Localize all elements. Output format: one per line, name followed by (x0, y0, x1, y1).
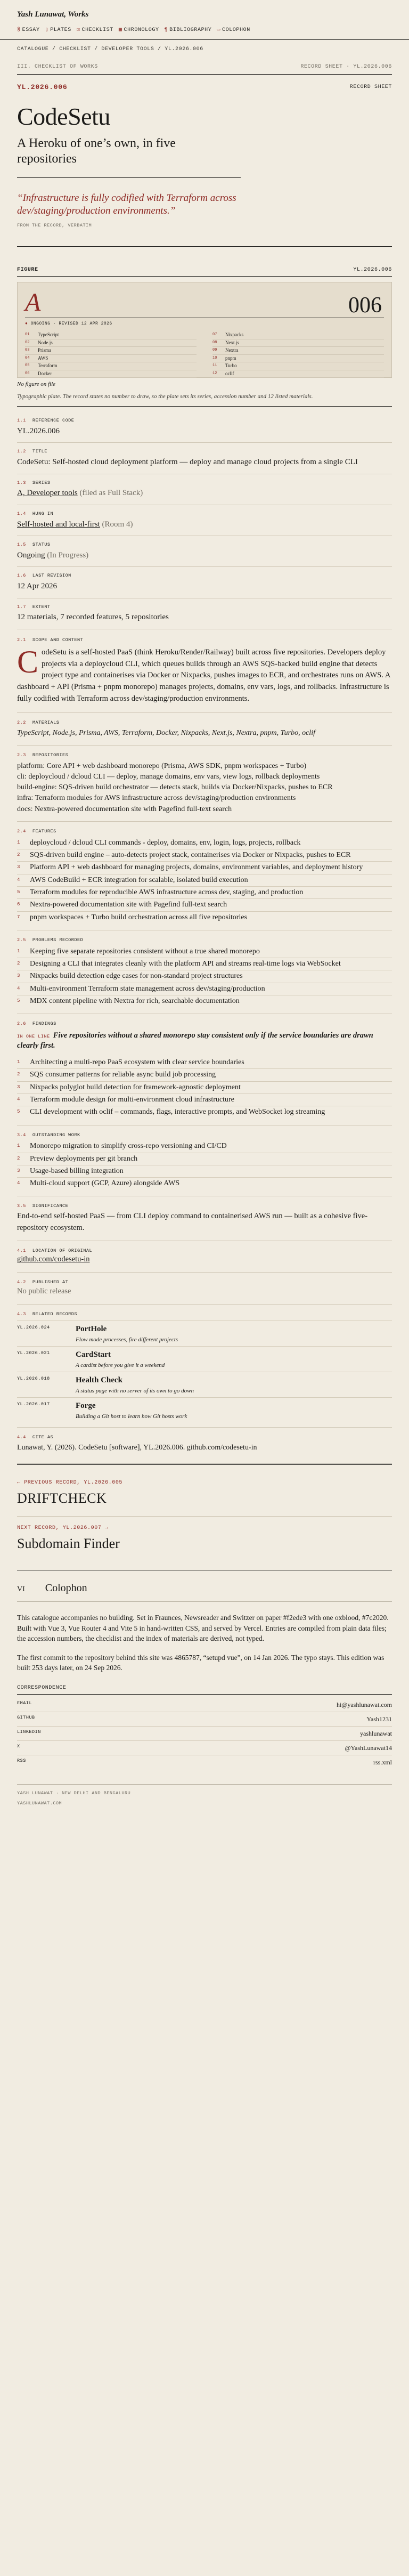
list-text: SQS consumer patterns for reliable async build job processing (30, 1071, 216, 1079)
material-index: 08 (212, 340, 217, 345)
next-record[interactable] (0, 1524, 409, 1554)
field-ref (0, 417, 409, 437)
list-text: Multi-environment Terraform state management across dev/staging/production (30, 984, 265, 993)
field-value (17, 425, 392, 438)
outstanding-key: OUTSTANDING WORK (32, 1132, 80, 1138)
field-extent (0, 604, 409, 623)
material-index: 07 (212, 333, 217, 337)
list-index: 3 (17, 864, 20, 870)
list-item (17, 946, 392, 958)
contact-key: RSS (17, 1758, 26, 1763)
list-item (17, 970, 392, 982)
cite-section (0, 1434, 409, 1453)
material-name: Node.js (38, 339, 53, 345)
field-hung (0, 511, 409, 530)
field-label (17, 480, 392, 487)
contact-key: X (17, 1744, 20, 1749)
list-index: 4 (17, 877, 20, 882)
scope-text: odeSetu is a self-hosted PaaS (think Heroku/Render/Railway) built across five repositories. Developers deploy projects via a deploycloud CLI, which queues builds through an AWS SQS-backed build engine that detects project type and containerises via Docker or Nixpacks, pushes images to ECR, and orchestrates runs on AWS. A dashboard + API (Prisma + pnpm monorepo) manages projects, domains, env vars, logs, and rollbacks. Infrastructure is fully codified with Terraform across dev/staging/production environments. (17, 647, 390, 703)
material-index: 12 (212, 371, 217, 376)
list-item (17, 1093, 392, 1106)
field-num: 1.1 (17, 418, 26, 424)
field-num: 1.6 (17, 573, 26, 579)
field-label (17, 511, 392, 517)
repos-key: REPOSITORIES (32, 752, 69, 758)
problems-num: 2.5 (17, 937, 26, 943)
materials-section (0, 719, 409, 739)
nav-icon: ▭ (217, 27, 220, 33)
list-text: deploycloud / dcloud CLI commands - deploy, domains, env, login, logs, projects, rollback (30, 838, 301, 847)
field-value-note: (In Progress) (47, 550, 89, 560)
prev-title: DRIFTCHECK (17, 1490, 107, 1506)
list-item (17, 898, 392, 911)
list-item (17, 1165, 392, 1177)
contact-key: EMAIL (17, 1700, 32, 1706)
field-value (17, 549, 392, 562)
figure-material-row (25, 362, 197, 370)
field-title (0, 448, 409, 468)
related-num: 4.3 (17, 1311, 26, 1317)
material-name: AWS (38, 355, 48, 361)
field-value-note: (Room 4) (102, 520, 133, 529)
repo-item: platform: Core API + web dashboard monorepo (Prisma, AWS SDK, pnpm workspaces + Turbo) (17, 762, 307, 770)
significance-key: SIGNIFICANCE (32, 1203, 69, 1209)
related-subtitle: Flow mode processes, fire different projects (76, 1336, 178, 1343)
outstanding-section (0, 1132, 409, 1190)
list-index: 1 (17, 1059, 20, 1065)
field-num: 1.4 (17, 511, 26, 516)
field-num: 1.2 (17, 449, 26, 455)
figure-material-row (25, 370, 197, 378)
nav-label: PLATES (50, 27, 71, 33)
materials-num: 2.2 (17, 720, 26, 726)
field-key: LAST REVISION (32, 573, 71, 579)
nav-icon: ▯ (45, 27, 49, 33)
figure-material-row (25, 339, 197, 347)
field-label (17, 572, 392, 579)
figure-material-row (212, 347, 384, 355)
field-num: 1.7 (17, 604, 26, 610)
list-index: 4 (17, 1180, 20, 1186)
related-title: CardStart (76, 1350, 111, 1359)
field-series (0, 480, 409, 499)
list-item (17, 911, 392, 924)
list-text: Architecting a multi-repo PaaS ecosystem with clear service boundaries (30, 1058, 244, 1067)
field-value-text[interactable]: Self-hosted and local-first (17, 520, 100, 529)
list-text: Terraform module design for multi-environment cloud infrastructure (30, 1095, 234, 1104)
outstanding-num: 3.4 (17, 1132, 26, 1138)
field-value-text: 12 materials, 7 recorded features, 5 repositories (17, 613, 169, 622)
list-text: CLI development with oclif – commands, flags, interactive prompts, and WebSocket log streaming (30, 1108, 325, 1116)
footer-line-2[interactable]: YASHLUNAWAT.COM (17, 1800, 62, 1806)
list-text: MDX content pipeline with Nextra for rich, searchable documentation (30, 997, 240, 1005)
list-index: 2 (17, 960, 20, 966)
contact-value: rss.xml (373, 1759, 392, 1766)
list-text: SQS-driven build engine – auto-detects project stack, containerises via Docker or Nixpacks, pushes to ECR (30, 851, 351, 860)
record-sheet: RECORD SHEET (349, 84, 392, 90)
contact-key: LINKEDIN (17, 1729, 41, 1735)
colophon-p2: The first commit to the repository behind this site was 4865787, “setupd vue”, on 14 Jan 2026. The typo stays. This edition was built 253 days later, on 24 Sep 2026. (17, 1653, 385, 1672)
list-index: 3 (17, 1084, 20, 1090)
field-value-text: YL.2026.006 (17, 426, 60, 435)
figure-caption: No figure on file (17, 381, 56, 388)
oneline-label: IN ONE LINE (17, 1033, 50, 1039)
list-item (17, 1140, 392, 1152)
next-label: NEXT RECORD, YL.2026.007 → (17, 1525, 109, 1532)
field-label (17, 417, 392, 424)
nav-item-chronology[interactable] (119, 26, 159, 34)
figure-material-row (212, 355, 384, 363)
colophon-section (0, 1580, 409, 1807)
published-section (0, 1279, 409, 1298)
figure-number: YL.2026.006 (353, 267, 392, 273)
contact-linkedin[interactable] (17, 1726, 392, 1740)
location-key: LOCATION OF ORIGINAL (32, 1248, 93, 1253)
material-index: 09 (212, 348, 217, 353)
field-value-text[interactable]: A, Developer tools (17, 489, 78, 498)
material-name: Nixpacks (225, 332, 243, 338)
page-title: CodeSetu (17, 103, 110, 130)
related-record[interactable] (17, 1397, 392, 1423)
material-name: pnpm (225, 355, 236, 361)
list-item (17, 861, 392, 873)
figure-material-row (212, 370, 384, 378)
list-item (17, 837, 392, 849)
contact-value: Yash1231 (366, 1715, 392, 1723)
nav-icon: § (17, 27, 21, 33)
material-name: Prisma (38, 347, 52, 353)
repos-num: 2.3 (17, 752, 26, 758)
cite-text: Lunawat, Y. (2026). CodeSetu [software], YL.2026.006. github.com/codesetu-in (17, 1444, 257, 1452)
list-text: Keeping five separate repositories consistent without a true shared monorepo (30, 947, 260, 955)
correspondence-label: CORRESPONDENCE (17, 1685, 67, 1691)
list-index: 5 (17, 1109, 20, 1115)
list-text: Preview deployments per git branch (30, 1154, 138, 1163)
field-label (17, 448, 392, 455)
nav-item-colophon[interactable] (217, 26, 250, 34)
field-value (17, 519, 392, 531)
related-key: RELATED RECORDS (32, 1311, 78, 1317)
list-text: Monorepo migration to simplify cross-repo versioning and CI/CD (30, 1142, 227, 1151)
nav-item-checklist[interactable] (77, 26, 113, 34)
contact-value: hi@yashlunawat.com (336, 1701, 392, 1708)
field-value (17, 580, 392, 593)
figure-material-row (212, 362, 384, 370)
prev-label: ← PREVIOUS RECORD, YL.2026.005 (17, 1480, 123, 1486)
list-index: 2 (17, 1155, 20, 1161)
list-text: Designing a CLI that integrates cleanly with the platform API and streams real-time logs via WebSocket (30, 959, 341, 968)
field-value-text: Ongoing (17, 550, 45, 560)
published-value: No public release (17, 1286, 71, 1295)
field-value (17, 611, 392, 623)
repo-item: infra: Terraform modules for AWS infrastructure across dev/staging/production environments (17, 794, 296, 803)
materials-list: TypeScript, Node.js, Prisma, AWS, Terraform, Docker, Nixpacks, Next.js, Nextra, pnpm, Turbo, oclif (17, 728, 315, 737)
list-item (17, 874, 392, 886)
list-item (17, 1106, 392, 1118)
record-quote: “Infrastructure is fully codified with Terraform across dev/staging/production environments.” (17, 192, 236, 216)
related-subtitle: A status page with no server of its own to go down (76, 1387, 194, 1394)
list-item (17, 1177, 392, 1189)
figure-meta: ● ONGOING · REVISED 12 APR 2026 (25, 321, 112, 327)
contact-rss[interactable] (17, 1755, 392, 1769)
material-index: 04 (25, 355, 30, 360)
quote-source: FROM THE RECORD, VERBATIM (17, 223, 92, 229)
significance-text: End-to-end self-hosted PaaS — from CLI deploy command to containerised AWS run — built as a cohesive five-repository ecosystem. (17, 1212, 368, 1232)
problems-key: PROBLEMS RECORDED (32, 937, 84, 943)
field-num: 1.5 (17, 542, 26, 548)
related-record[interactable] (17, 1372, 392, 1397)
related-id: YL.2026.018 (17, 1376, 50, 1382)
field-label (17, 604, 392, 611)
related-id: YL.2026.024 (17, 1325, 50, 1331)
list-text: Multi-cloud support (GCP, Azure) alongside AWS (30, 1179, 180, 1188)
nav-label: ESSAY (22, 27, 40, 33)
record-id: YL.2026.006 (17, 83, 68, 91)
site-header (0, 0, 409, 34)
list-index: 4 (17, 1096, 20, 1102)
figure-materials (25, 331, 384, 378)
cite-num: 4.4 (17, 1435, 26, 1440)
material-name: oclif (225, 370, 234, 376)
nav-item-essay[interactable] (17, 26, 40, 34)
figure-material-row (25, 355, 197, 363)
list-item (17, 958, 392, 970)
list-text: Platform API + web dashboard for managing projects, domains, environment variables, and deployment history (30, 863, 363, 872)
list-text: pnpm workspaces + Turbo build orchestration across all five repositories (30, 913, 247, 921)
list-text: Terraform modules for reproducible AWS infrastructure across dev, staging, and production (30, 888, 304, 897)
field-num: 1.3 (17, 480, 26, 485)
list-index: 3 (17, 973, 20, 979)
field-key: REFERENCE CODE (32, 418, 75, 424)
colophon-title: Colophon (45, 1582, 87, 1594)
field-value (17, 456, 392, 468)
list-item (17, 1057, 392, 1068)
field-key: EXTENT (32, 604, 51, 610)
nav-item-plates[interactable] (45, 26, 71, 34)
related-subtitle: Building a Git host to learn how Git hosts work (76, 1413, 187, 1420)
footer-line-1: YASH LUNAWAT · NEW DELHI AND BENGALURU (17, 1791, 131, 1796)
material-index: 06 (25, 371, 30, 376)
figure-material-row (212, 331, 384, 339)
significance-section (0, 1203, 409, 1234)
material-name: Docker (38, 370, 52, 376)
nav-item-bibliography[interactable] (165, 26, 212, 34)
related-id: YL.2026.021 (17, 1350, 50, 1356)
contact-value: yashlunawat (360, 1730, 392, 1737)
list-index: 5 (17, 998, 20, 1003)
location-num: 4.1 (17, 1248, 26, 1253)
location-link[interactable]: github.com/codesetu-in (17, 1255, 90, 1264)
findings-oneline: Five repositories without a shared monorepo stay consistent only if the service boundaries are drawn clearly first. (17, 1031, 373, 1050)
nav-label: CHECKLIST (81, 27, 113, 33)
scope-section (0, 637, 409, 705)
record-title-block (0, 82, 409, 247)
figure-label: FIGURE (17, 267, 38, 273)
list-index: 6 (17, 902, 20, 908)
register-left: III. CHECKLIST OF WORKS (17, 63, 98, 70)
repo-item: docs: Nextra-powered documentation site with Pagefind full-text search (17, 805, 232, 813)
list-index: 7 (17, 914, 20, 920)
list-item (17, 849, 392, 861)
findings-section (0, 1020, 409, 1118)
figure-material-row (212, 339, 384, 347)
material-name: Turbo (225, 363, 237, 369)
materials-key: MATERIALS (32, 720, 60, 726)
list-text: Nextra-powered documentation site with Pagefind full-text search (30, 901, 227, 909)
published-num: 4.2 (17, 1279, 26, 1285)
features-key: FEATURES (32, 829, 56, 835)
colophon-p1: This catalogue accompanies no building. Set in Fraunces, Newsreader and Switzer on paper #f2ede3 with one oxblood, #7c2020. Built with Vue 3, Vue Router 4 and Vite 5 in hand-written CSS, and served by Vercel. Entries are compiled from plain data files; the accession numbers, the checklist and the index of materials are derived, not typed. (17, 1614, 389, 1643)
nav-label: CHRONOLOGY (124, 27, 159, 33)
problems-section (0, 937, 409, 1007)
field-key: SERIES (32, 480, 51, 485)
material-name: Next.js (225, 339, 239, 345)
field-value-text: 12 Apr 2026 (17, 582, 57, 591)
list-index: 2 (17, 852, 20, 858)
register-right: RECORD SHEET · YL.2026.006 (300, 63, 392, 70)
field-key: HUNG IN (32, 511, 54, 516)
list-item (17, 886, 392, 898)
field-label (17, 541, 392, 548)
findings-key: FINDINGS (32, 1021, 56, 1027)
list-text: Usage-based billing integration (30, 1167, 124, 1175)
location-section (0, 1248, 409, 1266)
figure-big-number: 006 (348, 293, 382, 318)
nav-icon: ▦ (118, 27, 122, 33)
register-bar (0, 63, 409, 75)
figure-meta-text: ONGOING · REVISED 12 APR 2026 (30, 321, 112, 327)
figure-box (17, 282, 392, 378)
related-record[interactable] (17, 1321, 392, 1346)
field-value-note: (filed as Full Stack) (79, 489, 143, 498)
related-title: Forge (76, 1402, 96, 1411)
list-index: 1 (17, 1143, 20, 1149)
material-index: 11 (212, 363, 217, 368)
related-record[interactable] (17, 1346, 392, 1372)
list-text: Nixpacks polyglot build detection for framework-agnostic deployment (30, 1083, 241, 1091)
material-index: 10 (212, 355, 217, 360)
material-index: 05 (25, 363, 30, 368)
material-name: TypeScript (38, 332, 59, 338)
field-key: TITLE (32, 449, 47, 455)
related-section (0, 1311, 409, 1423)
field-status (0, 541, 409, 561)
related-subtitle: A cardist before you give it a weekend (76, 1362, 165, 1368)
published-key: PUBLISHED AT (32, 1279, 69, 1285)
contact-github[interactable] (17, 1712, 392, 1726)
repo-item: build-engine: SQS-driven build orchestrator — detects stack, builds via Docker/Nixpacks, pushes to ECR (17, 783, 333, 792)
list-index: 1 (17, 839, 20, 845)
figure-letter: A (25, 288, 41, 317)
contact-email[interactable] (17, 1698, 392, 1712)
features-num: 2.4 (17, 829, 26, 835)
field-revision (0, 572, 409, 592)
list-index: 2 (17, 1072, 20, 1078)
figure-description: Typographic plate. The record states no number to draw, so the plate sets its series, accession number and 12 listed materials. (17, 393, 313, 400)
site-author[interactable]: Yash Lunawat, Works (17, 10, 89, 19)
record-subtitle: A Heroku of one’s own, in five repositories (17, 136, 176, 166)
related-title: PortHole (76, 1325, 107, 1334)
breadcrumb: CATALOGUE / CHECKLIST / DEVELOPER TOOLS / YL.2026.006 (17, 46, 203, 52)
next-title: Subdomain Finder (17, 1536, 120, 1552)
list-index: 1 (17, 948, 20, 954)
field-key: STATUS (32, 542, 51, 548)
nav-label: BIBLIOGRAPHY (169, 27, 212, 33)
site-nav (17, 26, 392, 34)
nav-icon: ☑ (76, 27, 80, 33)
colophon-numeral: VI (17, 1585, 25, 1594)
nav-icon: ¶ (164, 27, 168, 33)
features-section (0, 828, 409, 924)
prev-record[interactable] (0, 1479, 409, 1509)
material-index: 03 (25, 348, 30, 353)
scope-key: SCOPE AND CONTENT (32, 637, 84, 643)
list-item (17, 983, 392, 995)
list-item (17, 995, 392, 1007)
contact-x[interactable] (17, 1740, 392, 1755)
list-item (17, 1068, 392, 1081)
material-name: Terraform (38, 363, 58, 369)
contact-key: GITHUB (17, 1715, 35, 1720)
repo-item: cli: deploycloud / dcloud CLI — deploy, manage domains, env vars, view logs, rollback deployments (17, 772, 320, 781)
field-value-text: CodeSetu: Self-hosted cloud deployment platform — deploy and manage cloud projects from a single CLI (17, 458, 358, 467)
list-item (17, 1081, 392, 1093)
scope-num: 2.1 (17, 637, 26, 643)
list-item (17, 1153, 392, 1165)
field-value (17, 487, 392, 499)
material-index: 01 (25, 333, 30, 337)
findings-num: 2.6 (17, 1021, 26, 1027)
figure-material-row (25, 347, 197, 355)
contact-value: @YashLunawat14 (345, 1744, 392, 1752)
related-id: YL.2026.017 (17, 1402, 50, 1407)
dropcap: C (17, 644, 39, 679)
figure-material-row (25, 331, 197, 339)
nav-label: COLOPHON (222, 27, 250, 33)
material-name: Nextra (225, 347, 239, 353)
material-index: 02 (25, 340, 30, 345)
list-index: 5 (17, 889, 20, 895)
figure-plate (17, 266, 392, 407)
list-text: Nixpacks build detection edge cases for non-standard project structures (30, 972, 243, 981)
related-title: Health Check (76, 1376, 122, 1385)
list-text: AWS CodeBuild + ECR integration for scalable, isolated build execution (30, 876, 248, 884)
list-index: 4 (17, 985, 20, 991)
list-index: 3 (17, 1168, 20, 1173)
cite-key: CITE AS (32, 1435, 54, 1440)
significance-num: 3.5 (17, 1203, 26, 1209)
repos-section (0, 752, 409, 815)
